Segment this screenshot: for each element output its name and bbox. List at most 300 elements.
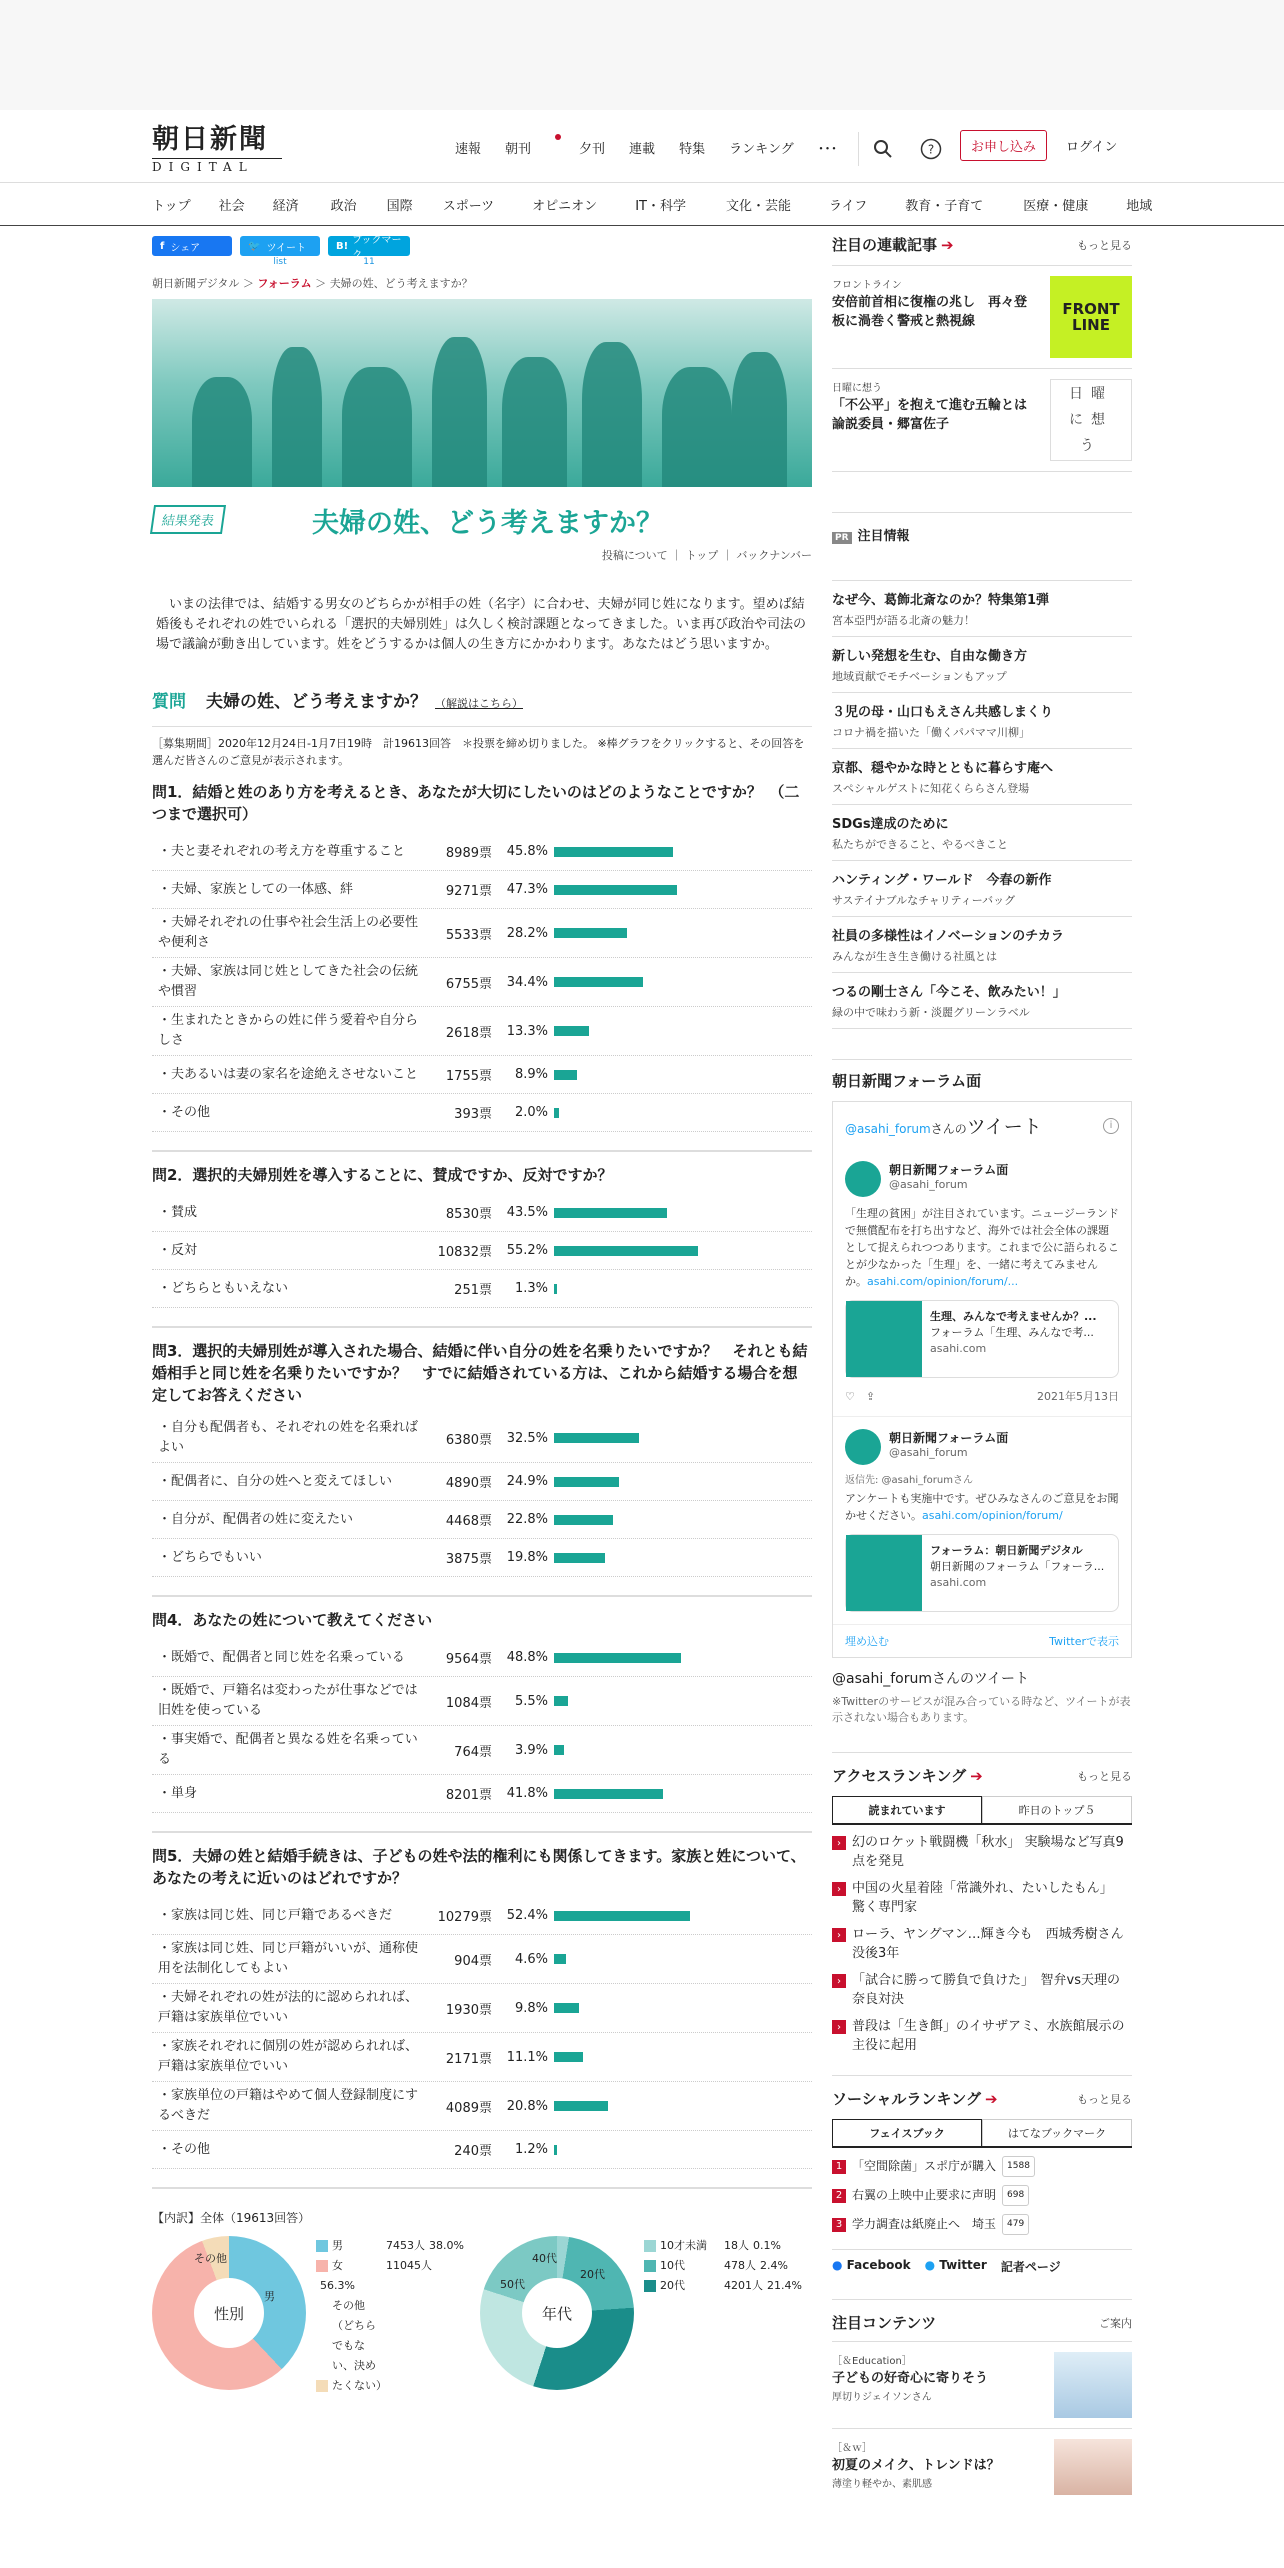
legend-label: 10代 [660, 2259, 685, 2272]
share-icon[interactable]: ⇪ [865, 1390, 876, 1403]
hatena-icon: B! [336, 240, 349, 252]
answer-bar[interactable] [554, 1553, 605, 1563]
answer-label: ・家族単位の戸籍はやめて個人登録制度にするべきだ [158, 2088, 419, 2123]
content-kicker: ［＆ｗ］ [832, 2443, 872, 2454]
tweet-link[interactable]: asahi.com/opinion/forum/... [867, 1275, 1019, 1288]
answer-bar[interactable] [554, 1515, 613, 1525]
question-section [152, 781, 812, 1132]
answer-percent: 41.8% [506, 1786, 548, 1801]
facebook-link[interactable] [832, 2258, 911, 2275]
answer-row[interactable] [152, 1232, 812, 1270]
twitter-timeline [832, 1101, 1132, 1658]
category-3[interactable]: 政治 [330, 198, 357, 214]
site-header [0, 110, 1284, 182]
info-item-sub: コロナ禍を描いた「働くパパママ川柳」 [832, 726, 1030, 739]
answer-list [152, 1194, 812, 1308]
share-buttons [152, 236, 812, 267]
category-1[interactable]: 社会 [218, 198, 245, 214]
question-section [152, 1326, 812, 1577]
answer-votes: 9564票 [445, 1652, 492, 1667]
tab-facebook[interactable]: フェイスブック [832, 2119, 982, 2146]
category-5[interactable]: スポーツ [442, 198, 495, 214]
answer-bar[interactable] [554, 1070, 577, 1080]
link-card[interactable] [845, 1534, 1119, 1612]
answer-bar[interactable] [554, 1653, 681, 1663]
crowd-figure [432, 337, 487, 487]
question-title: 問3．選択的夫婦別姓が導入された場合、結婚に伴い自分の姓を名乗りたいですか？ それとも結婚相手と同じ姓を名乗りたいですか？ すでに結婚されている方は、これから結婚する場合を想定してお答えください [152, 1342, 808, 1404]
content-item[interactable] [832, 2341, 1132, 2428]
answer-bar[interactable] [554, 2003, 579, 2013]
answer-row[interactable] [152, 2082, 812, 2131]
tweet-count: list [273, 257, 287, 267]
pr-badge: PR [832, 532, 852, 544]
social-title: 右翼の上映中止要求に声明 [852, 2188, 997, 2202]
info-item-sub: スペシャルゲストに知花くららさん登場 [832, 782, 1030, 795]
answer-label: ・家族それぞれに個別の姓が認められれば、戸籍は家族単位でいい [158, 2039, 419, 2074]
category-6[interactable]: オピニオン [532, 198, 598, 214]
twitter-link[interactable] [925, 2258, 987, 2275]
info-item[interactable] [832, 805, 1132, 861]
answer-label: ・既婚で、戸籍名は変わったが仕事などでは旧姓を使っている [158, 1683, 418, 1718]
info-item[interactable] [832, 861, 1132, 917]
content-title: 初夏のメイク、トレンドは？ [832, 2458, 1000, 2473]
answer-votes: 4468票 [445, 1514, 492, 1529]
question-title: 問1．結婚と姓のあり方を考えるとき、あなたが大切にしたいのはどのようなことですか？ （二つまで選択可） [152, 783, 800, 823]
answer-label: ・自分が、配偶者の姓に変えたい [158, 1511, 354, 1527]
answer-label: ・家族は同じ姓、同じ戸籍がいいが、通称使用を法制化してもよい [158, 1941, 419, 1976]
answer-bar-track [554, 1208, 754, 1218]
answer-bar[interactable] [554, 928, 627, 938]
rank-marker: › [832, 2020, 846, 2034]
answer-list [152, 833, 812, 1132]
answer-row[interactable] [152, 1501, 812, 1539]
category-8[interactable]: 文化・芸能 [725, 198, 791, 214]
answer-bar[interactable] [554, 885, 677, 895]
answer-votes: 904票 [454, 1953, 492, 1969]
answer-percent: 34.4% [506, 974, 548, 990]
header-icons [848, 132, 965, 166]
category-12[interactable]: 地域 [1126, 198, 1153, 214]
social-tabs [832, 2119, 1132, 2148]
info-header [832, 512, 1132, 544]
category-7[interactable]: IT・科学 [635, 198, 686, 214]
question-title: 問2．選択的夫婦別姓を導入することに、賛成ですか、反対ですか？ [152, 1166, 613, 1184]
answer-bar-track [554, 1954, 754, 1964]
info-item[interactable] [832, 917, 1132, 973]
answer-votes: 10279票 [437, 1910, 492, 1925]
tweet-link[interactable]: asahi.com/opinion/forum/ [922, 1509, 1063, 1522]
answer-row[interactable] [152, 958, 812, 1007]
question-text: 夫婦の姓、どう考えますか？ [206, 692, 427, 712]
legend-label: その他（どちらでもない、決めたくない） [332, 2299, 387, 2392]
answer-percent: 20.8% [506, 2098, 548, 2114]
breadcrumb-forum[interactable]: フォーラム [257, 277, 312, 290]
answer-row[interactable] [152, 1194, 812, 1232]
breadcrumb-root[interactable]: 朝日新聞デジタル [152, 277, 240, 290]
social-item[interactable] [832, 2214, 1132, 2235]
nav-morning-label: 朝刊 [505, 142, 532, 157]
answer-percent: 28.2% [506, 925, 548, 941]
crowd-figure [662, 367, 732, 487]
nav-ranking[interactable]: ランキング [729, 142, 794, 157]
answer-bar-track [554, 1911, 754, 1921]
view-on-twitter-link[interactable]: Twitterで表示 [1049, 1635, 1119, 1648]
subscribe-button[interactable]: お申し込み [960, 130, 1047, 161]
answer-row[interactable] [152, 1935, 812, 1984]
embed-link[interactable]: 埋め込む [845, 1635, 889, 1648]
info-item-sub: 私たちができること、やるべきこと [832, 838, 1008, 851]
answer-votes: 1084票 [445, 1695, 492, 1711]
answer-bar-track [554, 1477, 754, 1487]
answer-bar-track [554, 2145, 754, 2155]
content-title: 子どもの好奇心に寄りそう [832, 2371, 989, 2386]
social-links [832, 2249, 1132, 2275]
legend-swatch [316, 2380, 328, 2392]
answer-row[interactable] [152, 1539, 812, 1577]
info-item[interactable] [832, 973, 1132, 1029]
breakdown-charts [152, 2236, 812, 2392]
answer-percent: 55.2% [506, 1243, 548, 1258]
logo-text: 朝日新聞 [152, 124, 268, 155]
ranking-title: 中国の火星着陸「常識外れ、たいしたもん」 驚く専門家 [852, 1881, 1120, 1915]
info-item[interactable] [832, 693, 1132, 749]
answer-label: ・夫あるいは妻の家名を途絶えさせないこと [158, 1066, 419, 1082]
info-item[interactable] [832, 749, 1132, 805]
serial-item[interactable] [832, 368, 1132, 472]
nav-feature[interactable]: 特集 [679, 142, 706, 157]
answer-bar[interactable] [554, 1911, 690, 1921]
tweet[interactable] [833, 1417, 1131, 1625]
answer-bar[interactable] [554, 1246, 698, 1256]
answer-row[interactable] [152, 871, 812, 909]
rank-number: 1 [832, 2160, 846, 2174]
answer-votes: 393票 [454, 1107, 492, 1122]
rank-number: 3 [832, 2218, 846, 2232]
crowd-figure [342, 367, 412, 487]
answer-bar-track [554, 1515, 754, 1525]
answer-label: ・単身 [158, 1785, 198, 1801]
answer-bar[interactable] [554, 977, 643, 987]
answer-bar[interactable] [554, 1433, 639, 1443]
answer-bar[interactable] [554, 2101, 608, 2111]
answer-percent: 3.9% [514, 1742, 548, 1758]
twitter-link-label: Twitter [939, 2258, 987, 2272]
answer-percent: 47.3% [506, 882, 548, 897]
content-item[interactable] [832, 2428, 1132, 2505]
answer-bar[interactable] [554, 1108, 559, 1118]
tweet-date[interactable]: 2021年5月13日 [1037, 1390, 1119, 1403]
answer-list [152, 1897, 812, 2169]
info-item-title: 新しい発想を生む、自由な働き方 [832, 649, 1028, 664]
answer-votes: 9271票 [445, 884, 492, 899]
access-ranking-title: アクセスランキング [832, 1767, 967, 1785]
thumbnail-text: 日曜に想う [1069, 386, 1113, 454]
divider [152, 1831, 812, 1833]
ranking-item[interactable] [832, 1971, 1132, 2009]
question-heading [152, 687, 812, 712]
answer-row[interactable] [152, 1677, 812, 1726]
access-list [832, 1833, 1132, 2055]
access-ranking-header [832, 1752, 1132, 1786]
divider [152, 1326, 812, 1328]
tweet-label: ツイート [266, 242, 306, 254]
tweet[interactable] [833, 1149, 1131, 1417]
answer-row[interactable] [152, 1984, 812, 2033]
forum-logo-icon [846, 1301, 922, 1377]
subnav-top[interactable]: トップ [685, 549, 719, 562]
frontline-thumbnail [1050, 276, 1132, 358]
new-dot [555, 134, 561, 140]
ranking-item[interactable] [832, 1833, 1132, 1871]
tweet-user: @asahi_forum [889, 1446, 968, 1459]
answer-bar[interactable] [554, 1208, 667, 1218]
nav-breaking[interactable]: 速報 [455, 142, 482, 157]
guide-link[interactable]: ご案内 [1099, 2316, 1132, 2330]
legend-label: 20代 [660, 2279, 685, 2292]
tw-footer-link[interactable]: @asahi_forumさんのツイート [832, 1671, 1029, 1687]
site-logo[interactable] [152, 124, 282, 174]
reply-to: 返信先: @asahi_forumさん [845, 1475, 973, 1486]
answer-percent: 13.3% [506, 1023, 548, 1039]
answer-label: ・反対 [158, 1242, 198, 1258]
content-sub: 薄塗り軽やか、素肌感 [832, 2479, 932, 2490]
crowd-figure [582, 342, 642, 487]
answer-bar[interactable] [554, 1954, 566, 1964]
access-tabs [832, 1796, 1132, 1825]
info-item-sub: 地域貢献でモチベーションもアップ [832, 670, 1007, 683]
facebook-share-label: シェア [170, 242, 201, 254]
more-link[interactable]: もっと見る [1077, 238, 1132, 252]
answer-bar-track [554, 1696, 754, 1706]
legend-pct: 0.1% [753, 2239, 781, 2252]
answer-percent: 1.3% [514, 1281, 548, 1296]
info-item-sub: 緑の中で味わう新・淡麗グリーンラベル [832, 1006, 1030, 1019]
hatena-bookmark-button[interactable] [328, 236, 410, 267]
answer-percent: 1.2% [514, 2142, 548, 2157]
breakdown-title: 【内訳】全体（19613回答） [152, 2211, 311, 2225]
answer-row[interactable] [152, 1897, 812, 1935]
crowd-figure [502, 357, 567, 487]
answer-bar[interactable] [554, 1026, 589, 1036]
social-item[interactable] [832, 2156, 1132, 2177]
answer-bar-track [554, 1246, 754, 1256]
info-item-title: 社員の多様性はイノベーションのチカラ [832, 929, 1064, 944]
answer-label: ・夫と妻それぞれの考え方を尊重すること [158, 843, 406, 859]
main-column [152, 234, 812, 2392]
legend-label: 男 [332, 2239, 343, 2252]
rank-marker: › [832, 1974, 846, 1988]
more-link[interactable]: もっと見る [1077, 2092, 1132, 2106]
page-title: 夫婦の姓、どう考えますか？ [312, 508, 663, 539]
answer-row[interactable] [152, 909, 812, 958]
answer-votes: 10832票 [437, 1245, 492, 1260]
forum-subnav: 投稿について ｜ トップ ｜ バックナンバー [601, 549, 812, 562]
legend-item [644, 2256, 804, 2276]
question-section [152, 1150, 812, 1308]
ranking-item[interactable] [832, 1925, 1132, 1963]
card-domain: asahi.com [930, 1576, 987, 1589]
serial-headline: 安倍前首相に復権の兆し 再々登板に渦巻く警戒と熱視線 [832, 295, 1028, 329]
card-desc: フォーラム「生理、みんなで考... [930, 1326, 1094, 1339]
answer-bar[interactable] [554, 2145, 557, 2155]
answer-bar[interactable] [554, 847, 673, 857]
answer-percent: 11.1% [506, 2049, 548, 2065]
answer-list [152, 1414, 812, 1577]
global-nav [455, 138, 861, 157]
social-item[interactable] [832, 2185, 1132, 2206]
answer-label: ・既婚で、配偶者と同じ姓を名乗っている [158, 1649, 405, 1665]
answer-row[interactable] [152, 1094, 812, 1132]
tw-handle[interactable]: @asahi_forum [845, 1122, 931, 1136]
answer-percent: 43.5% [506, 1205, 548, 1220]
answer-row[interactable] [152, 1007, 812, 1056]
nav-more[interactable]: ･･･ [817, 142, 838, 157]
info-item[interactable] [832, 581, 1132, 637]
answer-percent: 52.4% [506, 1908, 548, 1923]
ranking-title: 普段は「生き餌」のイサザアミ、水族館展示の主役に起用 [852, 2019, 1125, 2053]
heart-icon[interactable]: ♡ [845, 1390, 855, 1403]
legend-swatch [644, 2280, 656, 2292]
login-link[interactable]: ログイン [1066, 140, 1118, 155]
answer-list [152, 1639, 812, 1813]
answer-row[interactable] [152, 833, 812, 871]
forum-title: 朝日新聞フォーラム面 [832, 1059, 1132, 1091]
answer-row[interactable] [152, 2033, 812, 2082]
ranking-item[interactable] [832, 1879, 1132, 1917]
logo-subtext: DIGITAL [152, 158, 282, 174]
answer-bar[interactable] [554, 1696, 568, 1706]
card-domain: asahi.com [930, 1342, 987, 1355]
help-icon[interactable] [917, 135, 945, 163]
serial-item[interactable] [832, 265, 1132, 368]
answer-bar[interactable] [554, 1745, 564, 1755]
legend-label: 10才未満 [660, 2239, 707, 2252]
answer-percent: 4.6% [514, 1951, 548, 1967]
answer-bar[interactable] [554, 1477, 619, 1487]
top-ad-band [0, 0, 1284, 110]
ranking-item[interactable] [832, 2017, 1132, 2055]
legend-count: 7453人 [386, 2239, 425, 2252]
facebook-icon: ● [832, 2258, 843, 2272]
crowd-figure [192, 377, 252, 487]
tw-suffix: さんの [930, 1122, 967, 1136]
slice-label: 50代 [500, 2278, 525, 2291]
answer-label: ・夫婦それぞれの姓が法的に認められれば、戸籍は家族単位でいい [158, 1990, 419, 2025]
answer-votes: 251票 [454, 1283, 492, 1298]
tweet-text: 「生理の貧困」が注目されています。ニュージーランドで無償配布を打ち出すなど、海外では社会全体の課題として捉えられつつあります。これまで公に語られることが少なかった「生理」を、一緒に考えてみませんか。 [845, 1207, 1119, 1288]
answer-row[interactable] [152, 1726, 812, 1775]
info-icon[interactable]: i [1103, 1118, 1119, 1134]
crowd-figure [272, 347, 322, 487]
reporter-page-link[interactable]: 記者ページ [1000, 2260, 1061, 2274]
subnav-posting[interactable]: 投稿について [601, 549, 668, 562]
answer-bar[interactable] [554, 1789, 663, 1799]
serial-headline: 「不公平」を抱えて進む五輪とは 論説委員・郷富佐子 [832, 398, 1041, 432]
gender-legend [316, 2236, 466, 2392]
gender-donut[interactable] [152, 2236, 306, 2390]
question-section [152, 1595, 812, 1813]
category-11[interactable]: 医療・健康 [1023, 198, 1089, 214]
category-nav [0, 182, 1284, 226]
category-2[interactable]: 経済 [272, 198, 299, 214]
explanation-link[interactable]: （解説はこちら） [435, 697, 523, 710]
link-card[interactable] [845, 1300, 1119, 1378]
questions [152, 781, 812, 2169]
answer-bar[interactable] [554, 2052, 583, 2062]
answer-label: ・夫婦それぞれの仕事や社会生活上の必要性や便利さ [158, 915, 419, 950]
answer-percent: 24.9% [506, 1474, 548, 1489]
answer-bar-track [554, 1553, 754, 1563]
facebook-share[interactable] [152, 236, 232, 267]
legend-pct: 21.4% [767, 2279, 802, 2292]
answer-row[interactable] [152, 1775, 812, 1813]
search-icon[interactable] [869, 135, 897, 163]
legend-count: 18人 [724, 2239, 749, 2252]
tweet-button[interactable] [240, 236, 320, 267]
answer-bar-track [554, 2052, 754, 2062]
social-title: 「空間除菌」スポ庁が購入 [852, 2159, 997, 2173]
answer-bar-track [554, 1653, 754, 1663]
answer-row[interactable] [152, 1463, 812, 1501]
tab-hatena[interactable]: はてなブックマーク [982, 2119, 1132, 2146]
legend-item [316, 2236, 466, 2256]
tab-yesterday-top5[interactable]: 昨日のトップ５ [982, 1796, 1132, 1823]
answer-votes: 5533票 [445, 927, 492, 943]
category-4[interactable]: 国際 [386, 198, 413, 214]
answer-row[interactable] [152, 2131, 812, 2169]
category-0[interactable]: トップ [152, 198, 191, 214]
rank-number: 2 [832, 2189, 846, 2203]
more-link[interactable]: もっと見る [1077, 1769, 1132, 1783]
share-count: 1588 [1002, 2156, 1035, 2177]
nav-morning[interactable] [505, 138, 555, 157]
ranking-title: 「試合に勝って勝負で負けた」 智弁vs天理の奈良対決 [852, 1973, 1120, 2007]
serial-title: 注目の連載記事 [832, 236, 938, 254]
age-donut[interactable] [480, 2236, 634, 2390]
answer-bar-track [554, 2003, 754, 2013]
category-10[interactable]: 教育・子育て [905, 198, 984, 214]
answer-row[interactable] [152, 1639, 812, 1677]
legend-label: 女 [332, 2259, 343, 2272]
answer-votes: 1930票 [445, 2002, 492, 2018]
answer-row[interactable] [152, 1270, 812, 1308]
answer-bar-track [554, 928, 754, 938]
social-ranking-title: ソーシャルランキング [832, 2090, 981, 2108]
subnav-backnumber[interactable]: バックナンバー [736, 549, 812, 562]
avatar [845, 1161, 881, 1197]
answer-label: ・賛成 [158, 1204, 198, 1220]
content-photo [1054, 2352, 1132, 2418]
answer-row[interactable] [152, 1056, 812, 1094]
answer-row[interactable] [152, 1414, 812, 1463]
slice-label: 20代 [580, 2268, 605, 2281]
tab-most-read[interactable]: 読まれています [832, 1796, 982, 1823]
legend-count: 4201人 [724, 2279, 763, 2292]
answer-percent: 48.8% [506, 1650, 548, 1665]
category-9[interactable]: ライフ [828, 198, 868, 214]
legend-pct: 56.3% [320, 2279, 355, 2292]
info-item[interactable] [832, 637, 1132, 693]
nav-evening[interactable]: 夕刊 [579, 142, 606, 157]
content-sub: 厚切りジェイソンさん [832, 2392, 932, 2403]
answer-bar[interactable] [554, 1284, 557, 1294]
rank-marker: › [832, 1928, 846, 1942]
tw-word: ツイート [966, 1116, 1042, 1138]
social-ranking-header [832, 2075, 1132, 2109]
answer-label: ・夫婦、家族は同じ姓としてきた社会の伝統や慣習 [158, 964, 419, 999]
nav-serial[interactable]: 連載 [629, 142, 656, 157]
info-item-title: 京都、穏やかな時とともに暮らす庵へ [832, 761, 1054, 776]
